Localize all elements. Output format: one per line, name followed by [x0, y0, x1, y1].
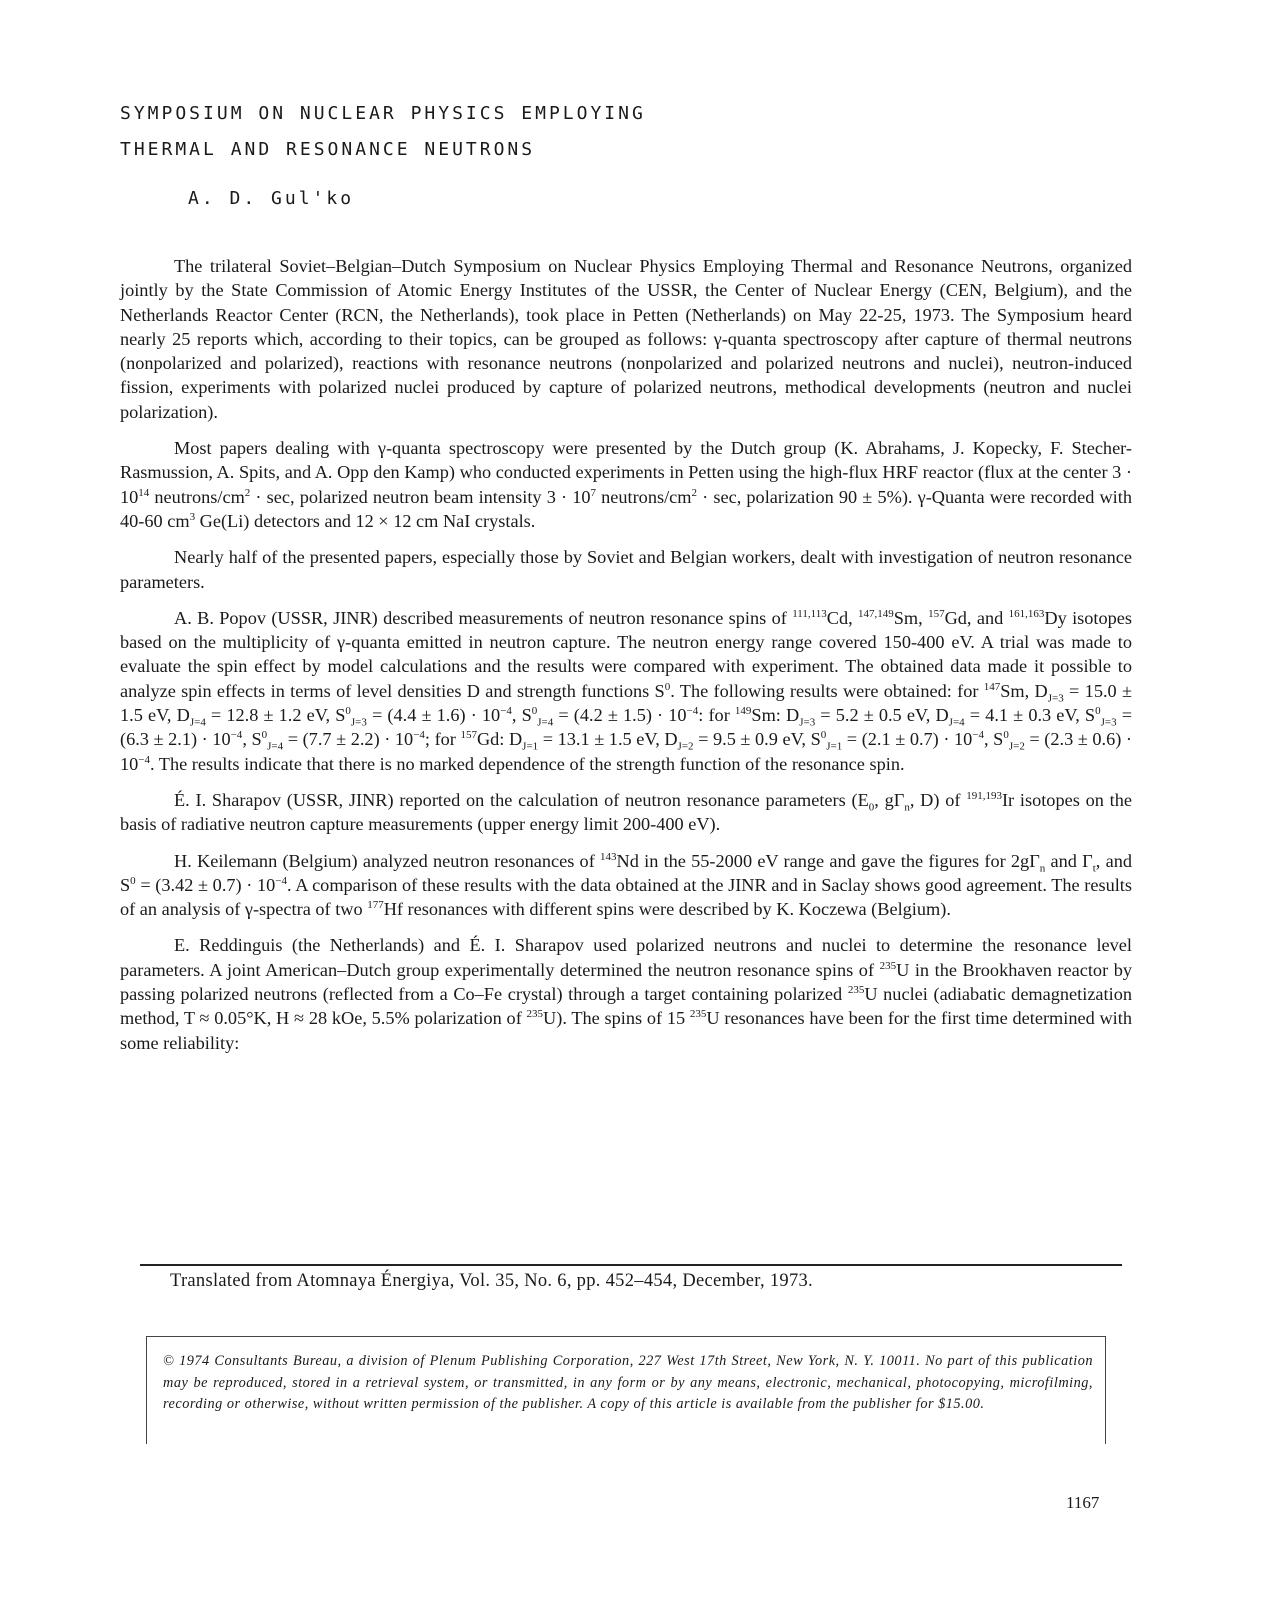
- text-run: neutrons/cm: [149, 486, 245, 507]
- text-run: Nd in the 55-2000 eV range and gave the figures for 2gΓ: [616, 850, 1040, 871]
- text-run: : for: [698, 705, 735, 726]
- paragraph-sharapov: [120, 788, 1132, 837]
- text-run: , and S: [120, 850, 1132, 895]
- superscript: 0: [664, 680, 671, 693]
- text-run: = (2.3 ± 0.6) · 10: [120, 729, 1133, 774]
- superscript: 0: [1003, 729, 1009, 742]
- text-run: = 13.1 ± 1.5 eV, D: [538, 729, 678, 750]
- superscript: 2: [691, 486, 697, 499]
- text-run: H. Keilemann (Belgium) analyzed neutron resonances of: [174, 850, 601, 871]
- superscript: 235: [879, 959, 897, 972]
- text-run: , S: [242, 729, 262, 750]
- superscript: 161,163: [1008, 607, 1045, 620]
- paragraph-spectroscopy: [120, 436, 1132, 533]
- subscript: J=3: [799, 716, 816, 729]
- superscript: 149: [734, 704, 752, 717]
- text-run: A. B. Popov (USSR, JINR) described measurements of neutron resonance spins of: [174, 607, 793, 628]
- author-name: A. D. Gul'ko: [188, 188, 355, 209]
- text-run: U). The spins of 15: [543, 1008, 690, 1029]
- superscript: 0: [820, 729, 827, 742]
- subscript: n: [1039, 862, 1046, 875]
- subscript: J=3: [350, 716, 367, 729]
- text-run: Sm, D: [1000, 680, 1048, 701]
- footnote-divider: [140, 1264, 1122, 1266]
- text-run: = 9.5 ± 0.9 eV, S: [693, 729, 821, 750]
- superscript: 0: [261, 729, 268, 742]
- text-run: , S: [984, 729, 1004, 750]
- paragraph-reddinguis: [120, 933, 1132, 1054]
- superscript: −4: [413, 729, 425, 742]
- superscript: −4: [972, 729, 985, 742]
- text-run: = (2.1 ± 0.7) · 10: [842, 729, 973, 750]
- superscript: 147: [983, 680, 1001, 693]
- subscript: J=3: [1047, 692, 1064, 705]
- text-run: Sm,: [893, 607, 929, 628]
- text-run: , D) of: [909, 789, 967, 810]
- text-run: Ir isotopes on the basis of radiative neutron capture measurements (upper energy limit 200-400 eV).: [120, 789, 1132, 835]
- text-run: = 4.1 ± 0.3 eV, S: [964, 705, 1096, 726]
- subscript: J=2: [1008, 741, 1025, 753]
- text-run: . A comparison of these results with the data obtained at the JINR and in Saclay shows good agreement. The results of an analysis of γ-spectra of two: [120, 874, 1133, 920]
- translation-note: Translated from Atomnaya Énergiya, Vol. 35, No. 6, pp. 452–454, December, 1973.: [170, 1271, 813, 1291]
- subscript: J=3: [1100, 716, 1117, 729]
- text-run: . The results indicate that there is no marked dependence of the strength function of the resonance spin.: [150, 753, 905, 774]
- text-run: = 5.2 ± 0.5 eV, D: [815, 705, 949, 726]
- subscript: n: [904, 801, 910, 814]
- copyright-notice: © 1974 Consultants Bureau, a division of Plenum Publishing Corporation, 227 West 17th Street, New York, N. Y. 10011. No part of this publication may be reproduced, stored in a retrieval system, or transmitted, in any form or by any means, electronic, mechanical, photocopying, microfilming, recording or otherwise, without written permission of the publisher. A copy of this article is available from the publisher for $15.00.: [163, 1353, 1093, 1412]
- superscript: 0: [345, 704, 351, 717]
- superscript: 0: [130, 874, 136, 887]
- text-run: Gd: D: [476, 729, 523, 750]
- subscript: t: [1092, 862, 1096, 875]
- subscript: J=1: [826, 741, 843, 753]
- text-run: · sec, polarization 90 ± 5%). γ-Quanta were recorded with 40-60 cm: [120, 486, 1132, 531]
- superscript: 235: [689, 1008, 707, 1021]
- superscript: 157: [928, 607, 945, 620]
- superscript: 0: [531, 704, 538, 717]
- superscript: 235: [847, 983, 865, 996]
- subscript: J=4: [267, 741, 284, 753]
- subscript: J=2: [677, 741, 694, 753]
- text-run: E. Reddinguis (the Netherlands) and É. I. Sharapov used polarized neutrons and nuclei to determine the resonance level parameters. A joint American–Dutch group experimentally determined the neutron resonance spins of: [120, 935, 1132, 980]
- page-number: 1167: [1066, 1493, 1100, 1512]
- text-run: , S: [511, 705, 532, 726]
- text-run: = (3.42 ± 0.7) · 10: [135, 874, 276, 895]
- text-run: = (6.3 ± 2.1) · 10: [120, 705, 1133, 750]
- superscript: 157: [460, 729, 477, 742]
- superscript: 143: [600, 850, 617, 863]
- text-run: Hf resonances with different spins were described by K. Koczewa (Belgium).: [383, 899, 951, 920]
- text-run: Dy isotopes based on the multiplicity of γ-quanta emitted in neutron capture. The neutron energy range covered 150-400 eV. A trial was made to evaluate the spin effect by model calculations and the results were compared with experiment. The obtained data made it possible to analyze spin effects in terms of level densities D and strength functions S: [120, 607, 1132, 701]
- text-run: = 15.0 ± 1.5 eV, D: [120, 680, 1133, 726]
- subscript: 0: [868, 801, 875, 814]
- text-run: Most papers dealing with γ-quanta spectroscopy were presented by the Dutch group (K. Abrahams, J. Kopecky, F. Stecher-Rasmussion, A. Spits, and A. Opp den Kamp) who conducted experiments in Petten using the high-flux HRF reactor (flux at the center 3 · 10: [120, 438, 1132, 507]
- paragraph-keilemann: [120, 849, 1132, 922]
- text-run: É. I. Sharapov (USSR, JINR) reported on the calculation of neutron resonance parameters (E: [174, 789, 869, 810]
- superscript: 177: [367, 899, 384, 912]
- superscript: 14: [138, 486, 150, 499]
- copyright-box: [146, 1336, 1106, 1444]
- subscript: J=4: [948, 716, 965, 729]
- superscript: 7: [590, 486, 596, 499]
- paragraph-resonance-overview: Nearly half of the presented papers, especially those by Soviet and Belgian workers, dealt with investigation of neutron resonance parameters.: [120, 547, 1132, 592]
- superscript: 191,193: [966, 789, 1002, 802]
- paragraph-intro: The trilateral Soviet–Belgian–Dutch Symposium on Nuclear Physics Employing Thermal and Resonance Neutrons, organized jointly by the State Commission of Atomic Energy Institutes of the USSR, the Center of Nuclear Energy (CEN, Belgium), and the Netherlands Reactor Center (RCN, the Netherlands), took place in Petten (Netherlands) on May 22-25, 1973. The Symposium heard nearly 25 reports which, according to their topics, can be grouped as follows: γ-quanta spectroscopy after capture of thermal neutrons (nonpolarized and polarized), reactions with resonance neutrons (nonpolarized and polarized neutrons and nuclei), neutron-induced fission, experiments with polarized nuclei produced by capture of polarized neutrons, methodical developments (neutron and nuclei polarization).: [120, 256, 1132, 422]
- title-line-1: SYMPOSIUM ON NUCLEAR PHYSICS EMPLOYING: [120, 103, 646, 124]
- superscript: 0: [1095, 704, 1101, 717]
- text-run: Sm: D: [751, 705, 800, 726]
- text-run: and Γ: [1045, 850, 1093, 871]
- superscript: −4: [500, 704, 512, 717]
- superscript: 2: [244, 486, 251, 499]
- subscript: J=4: [189, 716, 206, 729]
- superscript: −4: [686, 704, 699, 717]
- text-run: ; for: [424, 729, 461, 750]
- text-run: = 12.8 ± 1.2 eV, S: [205, 705, 346, 726]
- superscript: −4: [275, 874, 288, 887]
- text-run: U in the Brookhaven reactor by passing polarized neutrons (reflected from a Co–Fe crystal) through a target containing polarized: [120, 959, 1132, 1005]
- text-run: . The following results were obtained: for: [670, 680, 984, 701]
- text-run: · sec, polarized neutron beam intensity 3 · 10: [250, 486, 591, 507]
- text-run: U resonances have been for the first time determined with some reliability:: [120, 1008, 1132, 1053]
- superscript: 111,113: [792, 607, 827, 620]
- text-run: = (4.2 ± 1.5) · 10: [553, 705, 687, 726]
- text-run: Ge(Li) detectors and 12 × 12 cm NaI crystals.: [195, 510, 536, 531]
- text-run: = (7.7 ± 2.2) · 10: [283, 729, 414, 750]
- text-run: Gd, and: [944, 607, 1009, 628]
- text-run: U nuclei (adiabatic demagnetization method, T ≈ 0.05°K, H ≈ 28 kOe, 5.5% polarization of: [120, 984, 1132, 1029]
- superscript: 147,149: [858, 607, 894, 620]
- superscript: 235: [526, 1008, 544, 1021]
- paragraph-popov: [120, 606, 1132, 776]
- text-run: , gΓ: [874, 789, 905, 810]
- superscript: 3: [189, 510, 196, 523]
- text-run: Cd,: [826, 607, 859, 628]
- title-line-2: THERMAL AND RESONANCE NEUTRONS: [120, 139, 536, 160]
- superscript: −4: [138, 753, 150, 766]
- superscript: −4: [230, 729, 243, 742]
- subscript: J=4: [537, 716, 554, 729]
- text-run: neutrons/cm: [595, 486, 692, 507]
- text-run: = (4.4 ± 1.6) · 10: [366, 705, 501, 726]
- article-body: [120, 254, 1132, 1067]
- subscript: J=1: [522, 741, 539, 753]
- article-title: [120, 96, 1120, 168]
